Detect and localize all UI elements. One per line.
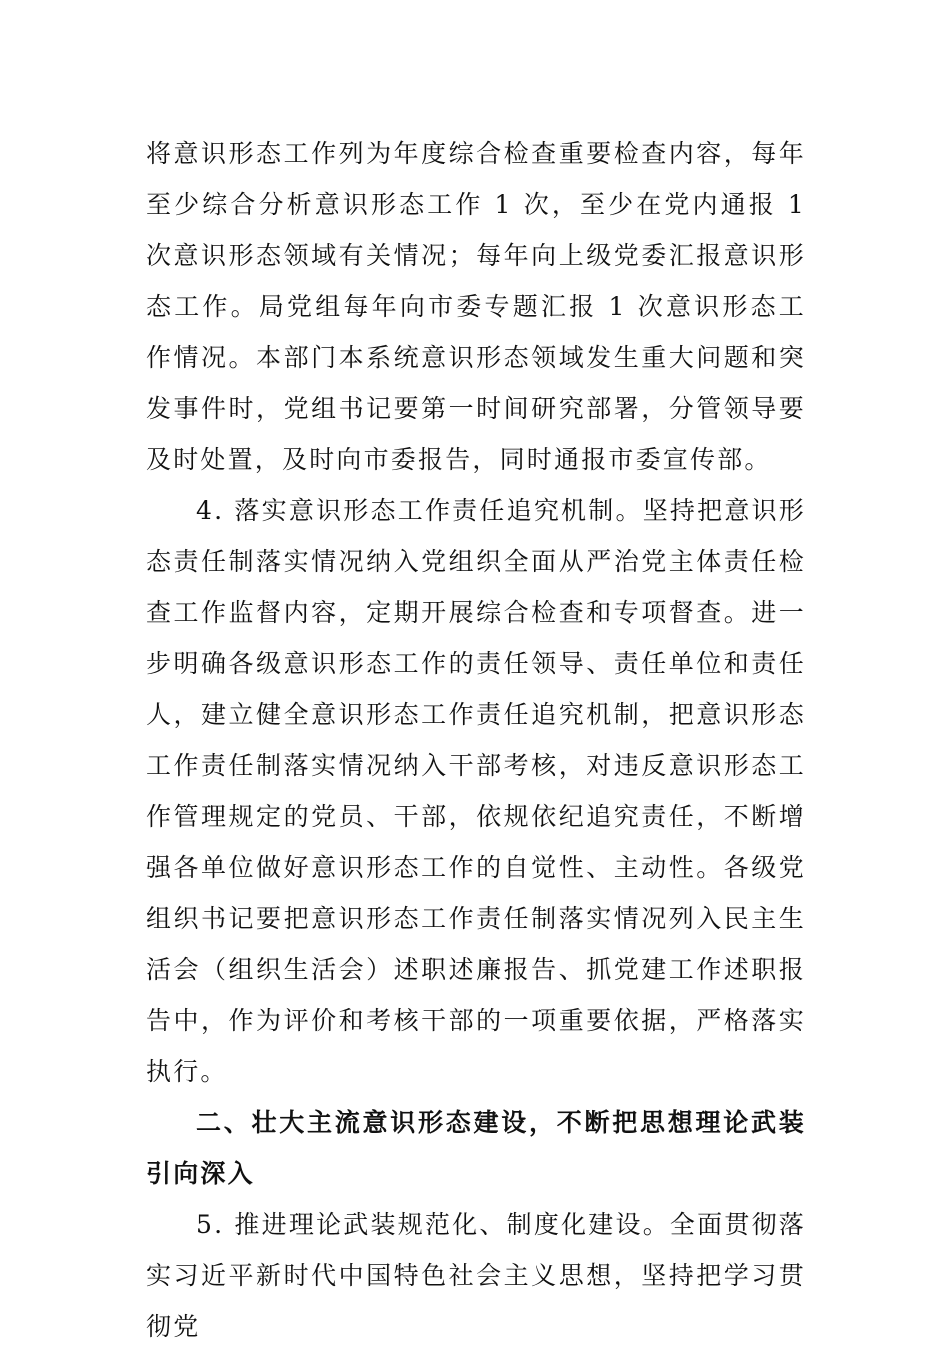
paragraph-item-4: 4. 落实意识形态工作责任追究机制。坚持把意识形态责任制落实情况纳入党组织全面从严治党主体责任检查工作监督内容，定期开展综合检查和专项督查。进一步明确各级意识形态工作的责任领导、责任单位和责任人，建立健全意识形态工作责任追究机制，把意识形态工作责任制落实情况纳入干部考核，对违反意识形态工作管理规定的党员、干部，依规依纪追究责任，不断增强各单位做好意识形态工作的自觉性、主动性。各级党组织书记要把意识形态工作责任制落实情况列入民主生活会（组织生活会）述职述廉报告、抓党建工作述职报告中，作为评价和考核干部的一项重要依据，严格落实执行。: [146, 496, 806, 1086]
paragraph-item-5: 5. 推进理论武装规范化、制度化建设。全面贯彻落实习近平新时代中国特色社会主义思想，坚持把学习贯彻党: [146, 1210, 806, 1341]
document-page: [146, 128, 806, 1352]
section-heading-2: 二、壮大主流意识形态建设，不断把思想理论武装引向深入: [146, 1108, 806, 1188]
paragraph-continuation: 将意识形态工作列为年度综合检查重要检查内容，每年至少综合分析意识形态工作 1 次，至少在党内通报 1 次意识形态领域有关情况；每年向上级党委汇报意识形态工作。局党组每年向市委专题汇报 1 次意识形态工作情况。本部门本系统意识形态领域发生重大问题和突发事件时，党组书记要第一时间研究部署，分管领导要及时处置，及时向市委报告，同时通报市委宣传部。: [146, 139, 806, 474]
